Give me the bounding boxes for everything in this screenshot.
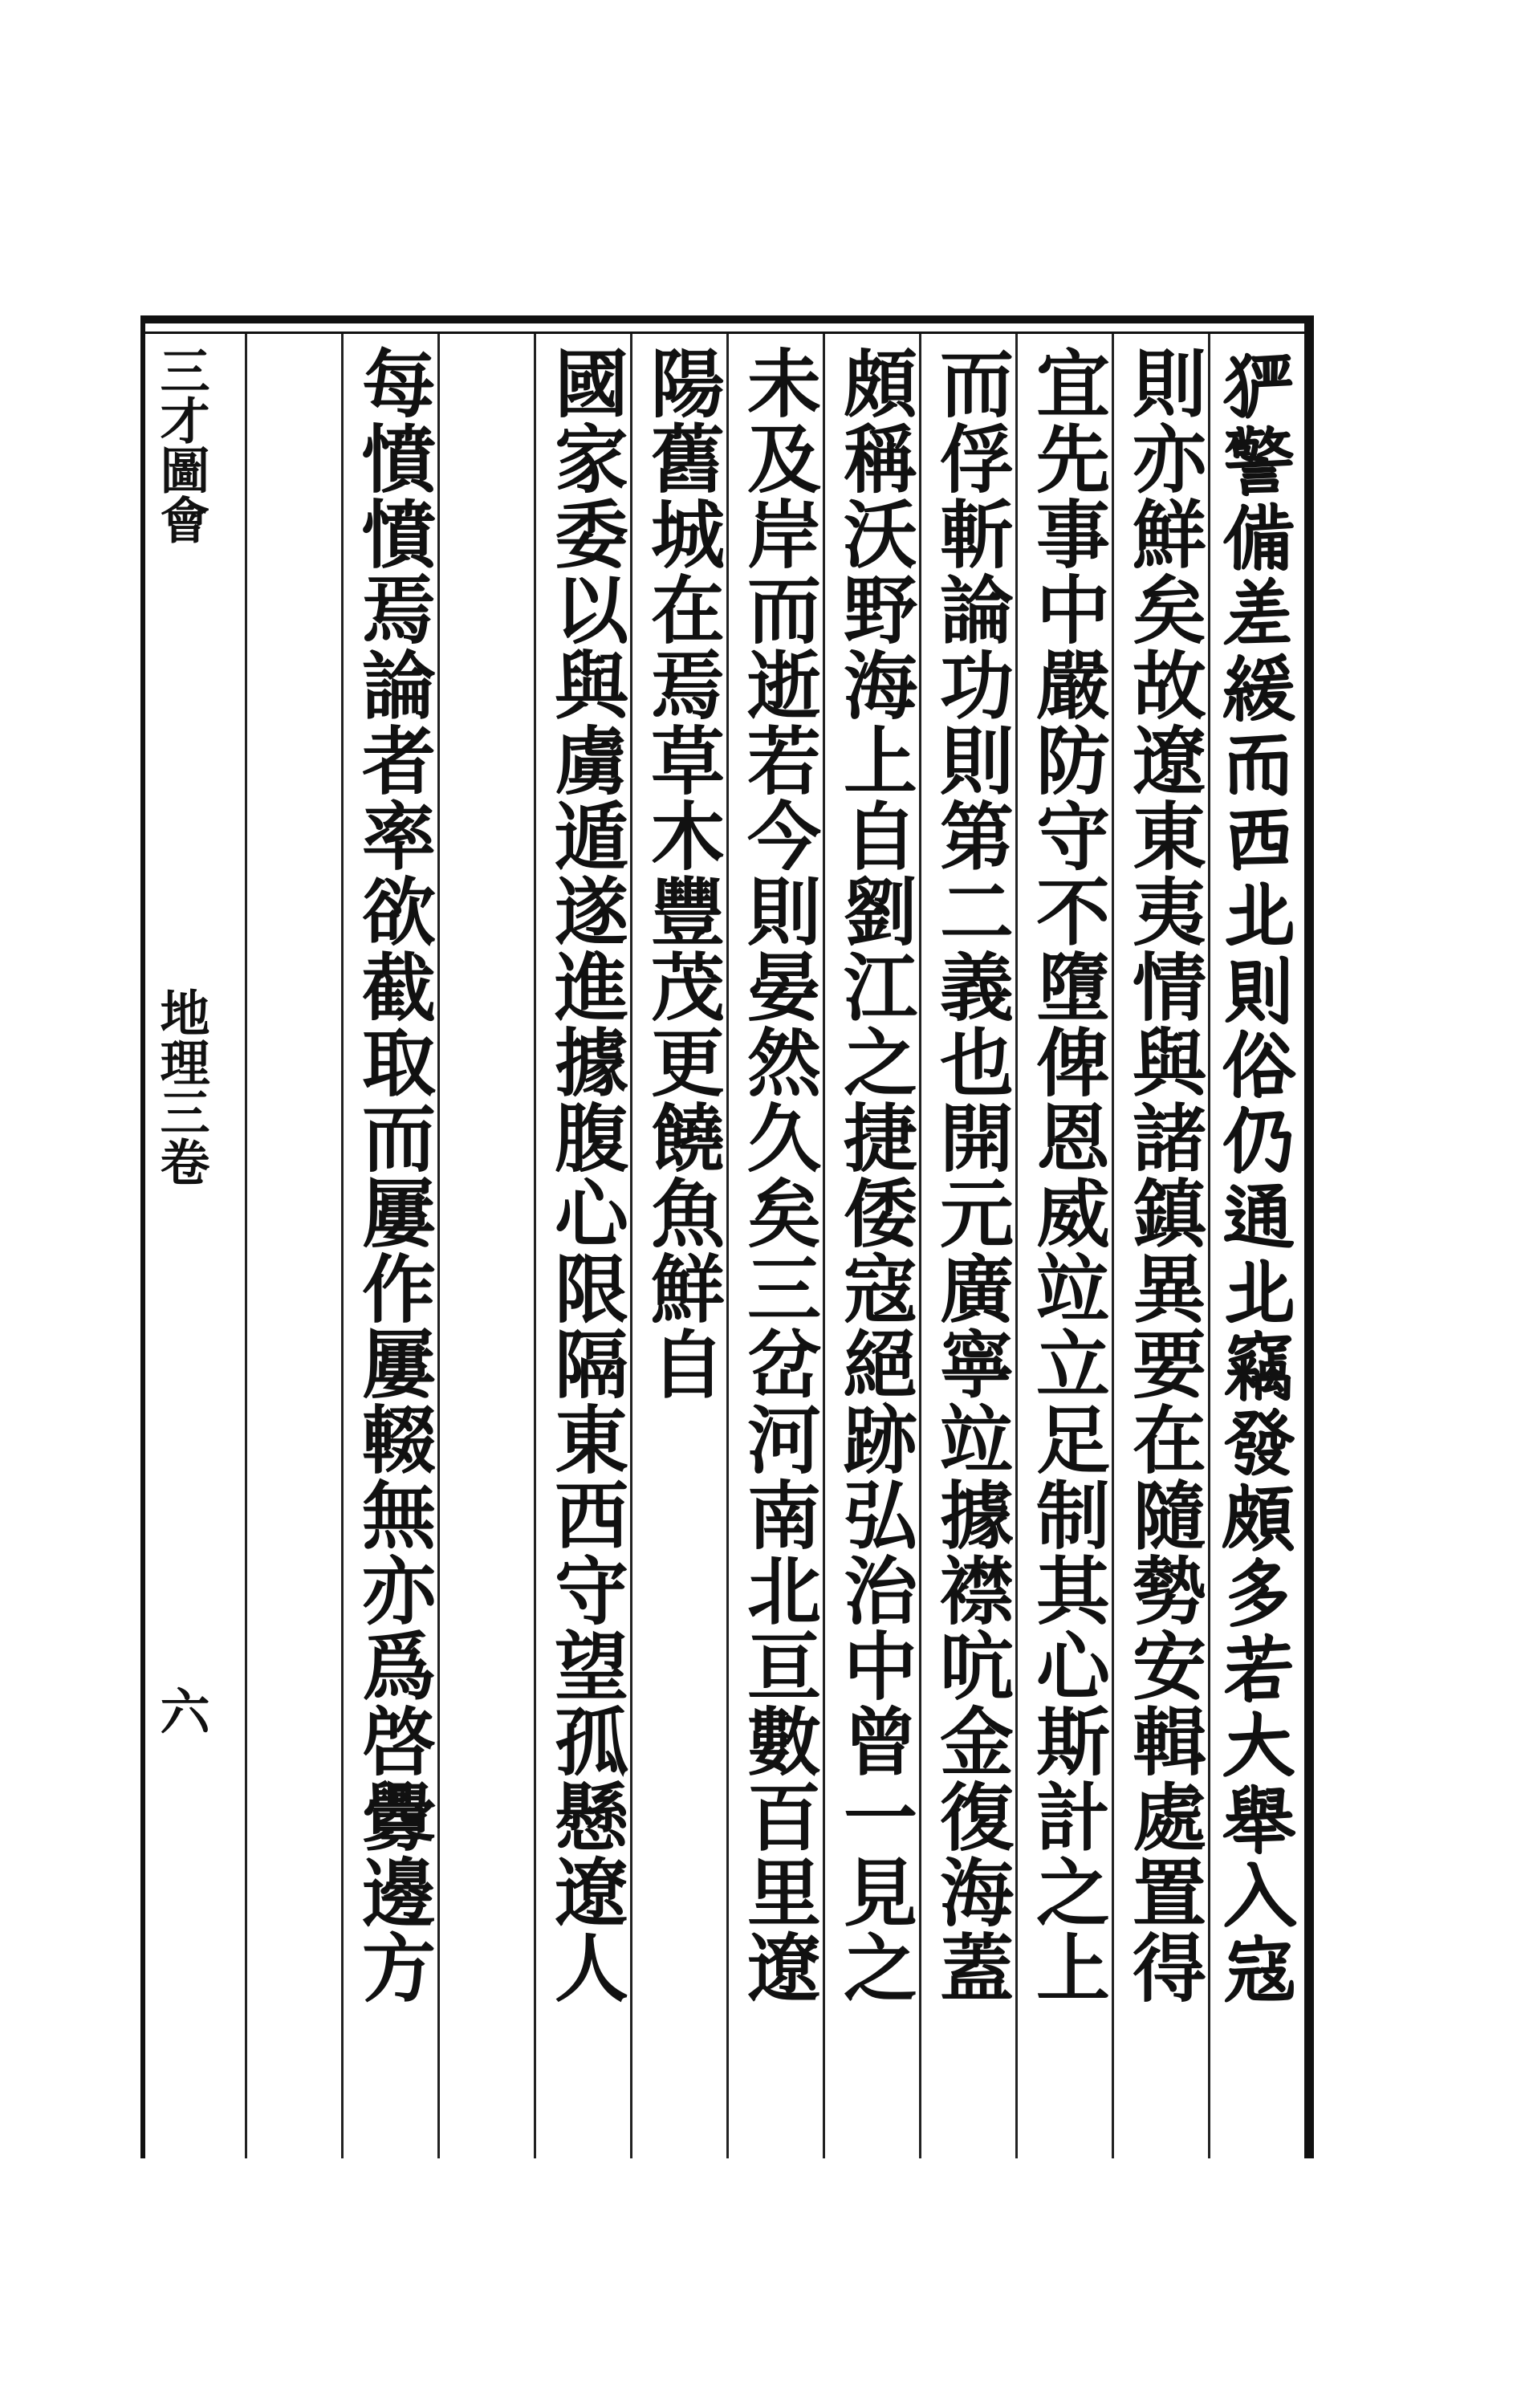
frame-top-inner-border — [140, 332, 1304, 334]
margin-book-title: 三才圖會 — [152, 345, 210, 544]
text-column-4: 而俘斬論功則第二義也開元廣寧竝據襟吭金復海蓋 — [928, 345, 1015, 2005]
column-rule — [919, 334, 921, 2158]
column-rule — [1208, 334, 1210, 2158]
margin-section: 地理三卷 — [152, 987, 210, 1186]
column-rule — [1015, 334, 1018, 2158]
column-rule — [630, 334, 632, 2158]
text-column-5: 頗稱沃野海上自劉江之捷倭寇絕跡弘治中曾一見之 — [832, 345, 918, 2005]
column-rule — [341, 334, 344, 2158]
text-column-2: 則亦鮮矣故遼東夷情與諸鎮異要在隨勢安輯處置得 — [1120, 345, 1207, 2005]
text-column-1: 𤞤警備差緩而西北則俗仍通北竊發頗多若大舉入寇 — [1217, 345, 1303, 2005]
margin-page-number: 六 — [152, 1686, 210, 1735]
text-column-6: 未及岸而逝若今則晏然久矣三岔河南北亘數百里遼 — [735, 345, 822, 2005]
text-column-9: 每憤憤焉論者率欲截取而屢作屢輟無亦爲啓釁邊方 — [350, 345, 437, 2005]
column-rule — [1112, 334, 1114, 2158]
column-rule — [823, 334, 825, 2158]
text-column-8: 國家委以與虜遁遂進據腹心限隔東西守望孤懸遼人 — [543, 345, 629, 2005]
text-column-3: 宜先事中嚴防守不墮俾恩威竝立足制其心斯計之上 — [1024, 345, 1111, 2005]
column-rule — [437, 334, 440, 2158]
column-rule — [726, 334, 729, 2158]
frame-right-border — [1304, 315, 1314, 2158]
frame-top-border — [140, 315, 1312, 323]
column-rule — [245, 334, 247, 2158]
frame-left-border — [140, 315, 145, 2158]
text-column-7: 陽舊城在焉草木豐茂更饒魚鮮自 — [639, 345, 726, 1401]
column-rule — [534, 334, 536, 2158]
